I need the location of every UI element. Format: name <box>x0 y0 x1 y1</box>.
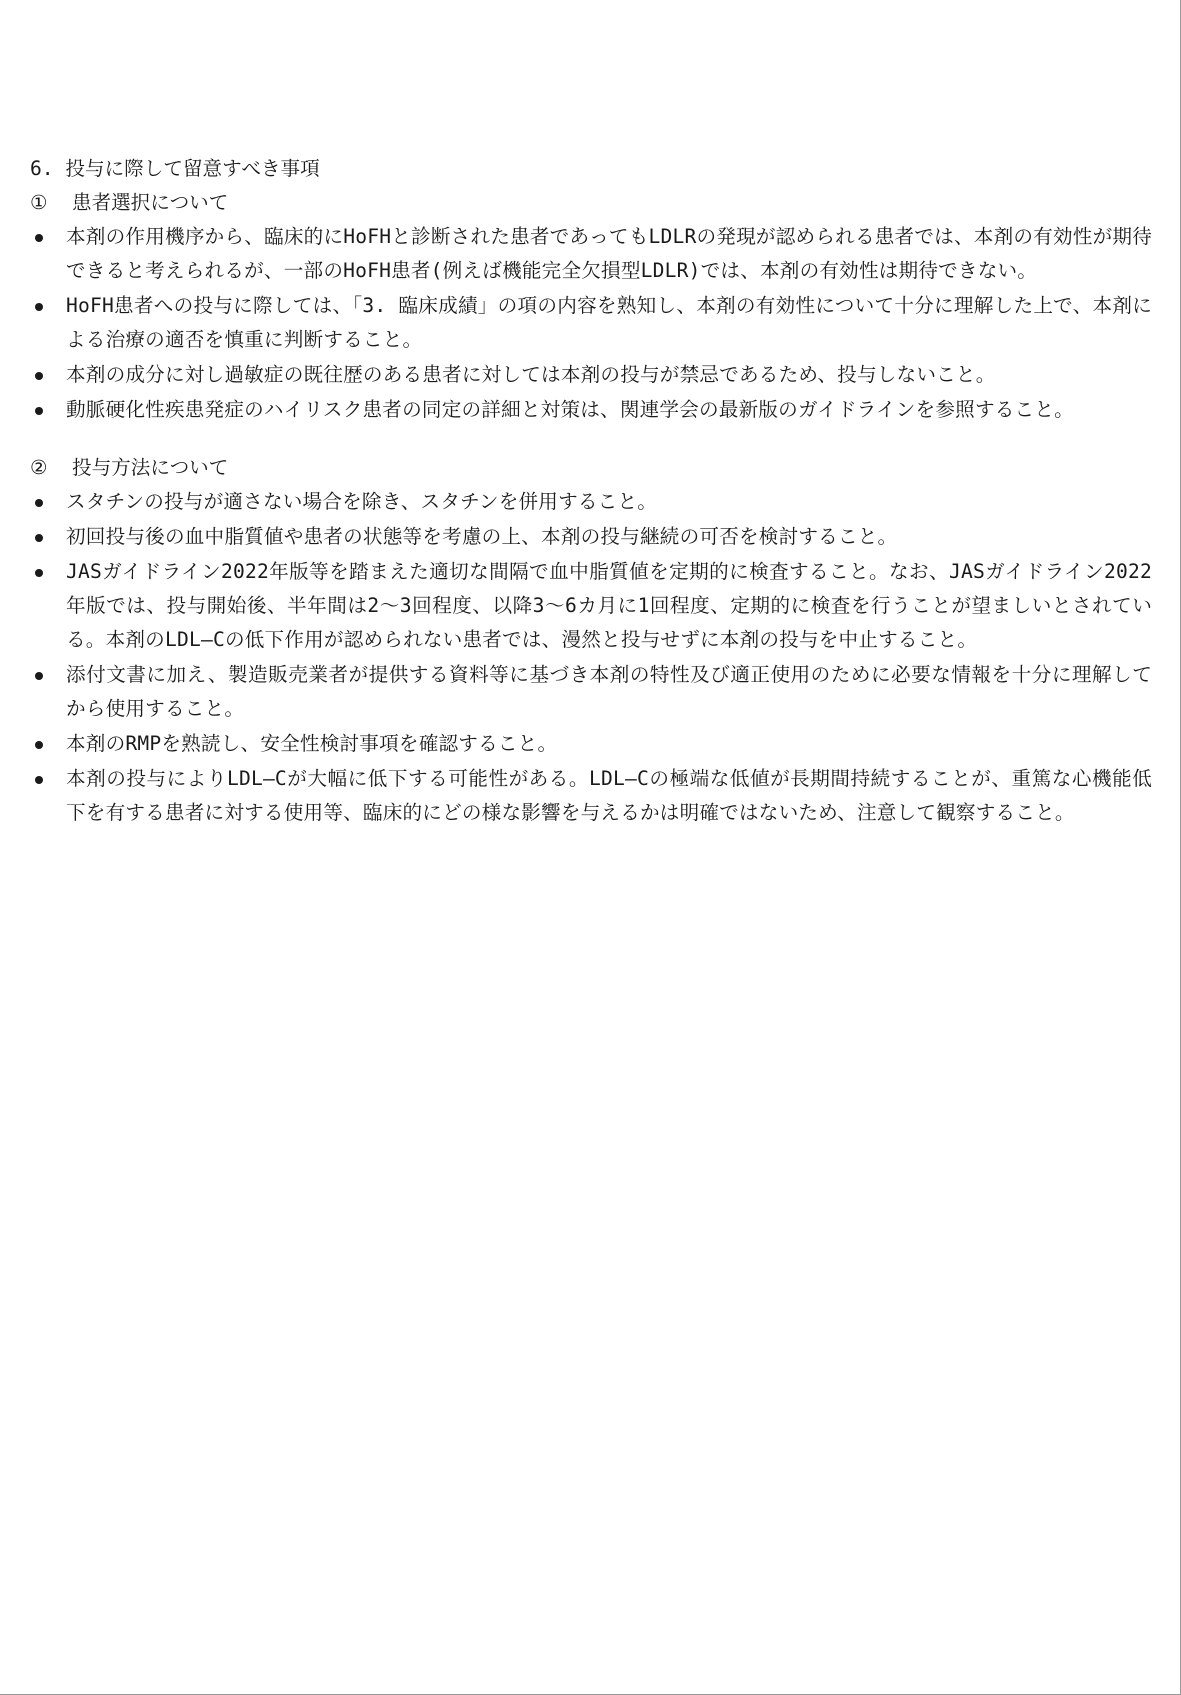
bullet-icon <box>35 672 43 680</box>
section-title: 6. 投与に際して留意すべき事項 <box>30 157 320 180</box>
list-item <box>30 555 1152 657</box>
bullet-icon <box>35 372 43 380</box>
document-content <box>30 152 1152 831</box>
bullet-icon <box>35 407 43 415</box>
bullet-icon <box>35 303 43 311</box>
list-item <box>30 520 1152 554</box>
list-item <box>30 727 1152 761</box>
list-item <box>30 762 1152 830</box>
bullet-icon <box>35 534 43 542</box>
list-item-text: JASガイドライン2022年版等を踏まえた適切な間隔で血中脂質値を定期的に検査すること。なお、JASガイドライン2022年版では、投与開始後、半年間は2～3回程度、以降3～6カ月に1回程度、定期的に検査を行うことが望ましいとされている。本剤のLDL―Cの低下作用が認められない患者では、漫然と投与せずに本剤の投与を中止すること。 <box>66 560 1152 651</box>
subsection-number: ② <box>30 456 48 479</box>
bullet-icon <box>35 569 43 577</box>
list-item-text: 本剤の作用機序から、臨床的にHoFHと診断された患者であってもLDLRの発現が認められる患者では、本剤の有効性が期待できると考えられるが、一部のHoFH患者(例えば機能完全欠損型LDLR)では、本剤の有効性は期待できない。 <box>66 225 1152 282</box>
bullet-icon <box>35 741 43 749</box>
bullet-list-administration <box>30 485 1152 830</box>
subsection-heading-administration <box>30 451 1152 485</box>
list-item <box>30 358 1152 392</box>
list-item-text: 動脈硬化性疾患発症のハイリスク患者の同定の詳細と対策は、関連学会の最新版のガイドラインを参照すること。 <box>66 398 1074 421</box>
list-item <box>30 485 1152 519</box>
subsection-title: 患者選択について <box>72 191 229 214</box>
list-item-text: 本剤の投与によりLDL―Cが大幅に低下する可能性がある。LDL―Cの極端な低値が長期間持続することが、重篤な心機能低下を有する患者に対する使用等、臨床的にどの様な影響を与えるかは明確ではないため、注意して観察すること。 <box>66 767 1153 824</box>
list-item-text: スタチンの投与が適さない場合を除き、スタチンを併用すること。 <box>66 490 658 513</box>
list-item <box>30 220 1152 288</box>
list-item-text: HoFH患者への投与に際しては、「3. 臨床成績」の項の内容を熟知し、本剤の有効性について十分に理解した上で、本剤による治療の適否を慎重に判断すること。 <box>66 294 1152 351</box>
list-item-text: 本剤のRMPを熟読し、安全性検討事項を確認すること。 <box>66 732 558 755</box>
list-item-text: 本剤の成分に対し過敏症の既往歴のある患者に対しては本剤の投与が禁忌であるため、投与しないこと。 <box>66 363 996 386</box>
list-item-text: 添付文書に加え、製造販売業者が提供する資料等に基づき本剤の特性及び適正使用のために必要な情報を十分に理解してから使用すること。 <box>66 663 1152 720</box>
bullet-icon <box>35 234 43 242</box>
section-spacer <box>30 428 1152 451</box>
list-item <box>30 289 1152 357</box>
bullet-list-patient-selection <box>30 220 1152 427</box>
bullet-icon <box>35 499 43 507</box>
subsection-heading-patient-selection <box>30 186 1152 220</box>
subsection-number: ① <box>30 191 48 214</box>
bullet-icon <box>35 776 43 784</box>
list-item <box>30 658 1152 726</box>
list-item <box>30 393 1152 427</box>
subsection-title: 投与方法について <box>72 456 229 479</box>
list-item-text: 初回投与後の血中脂質値や患者の状態等を考慮の上、本剤の投与継続の可否を検討すること。 <box>66 525 898 548</box>
